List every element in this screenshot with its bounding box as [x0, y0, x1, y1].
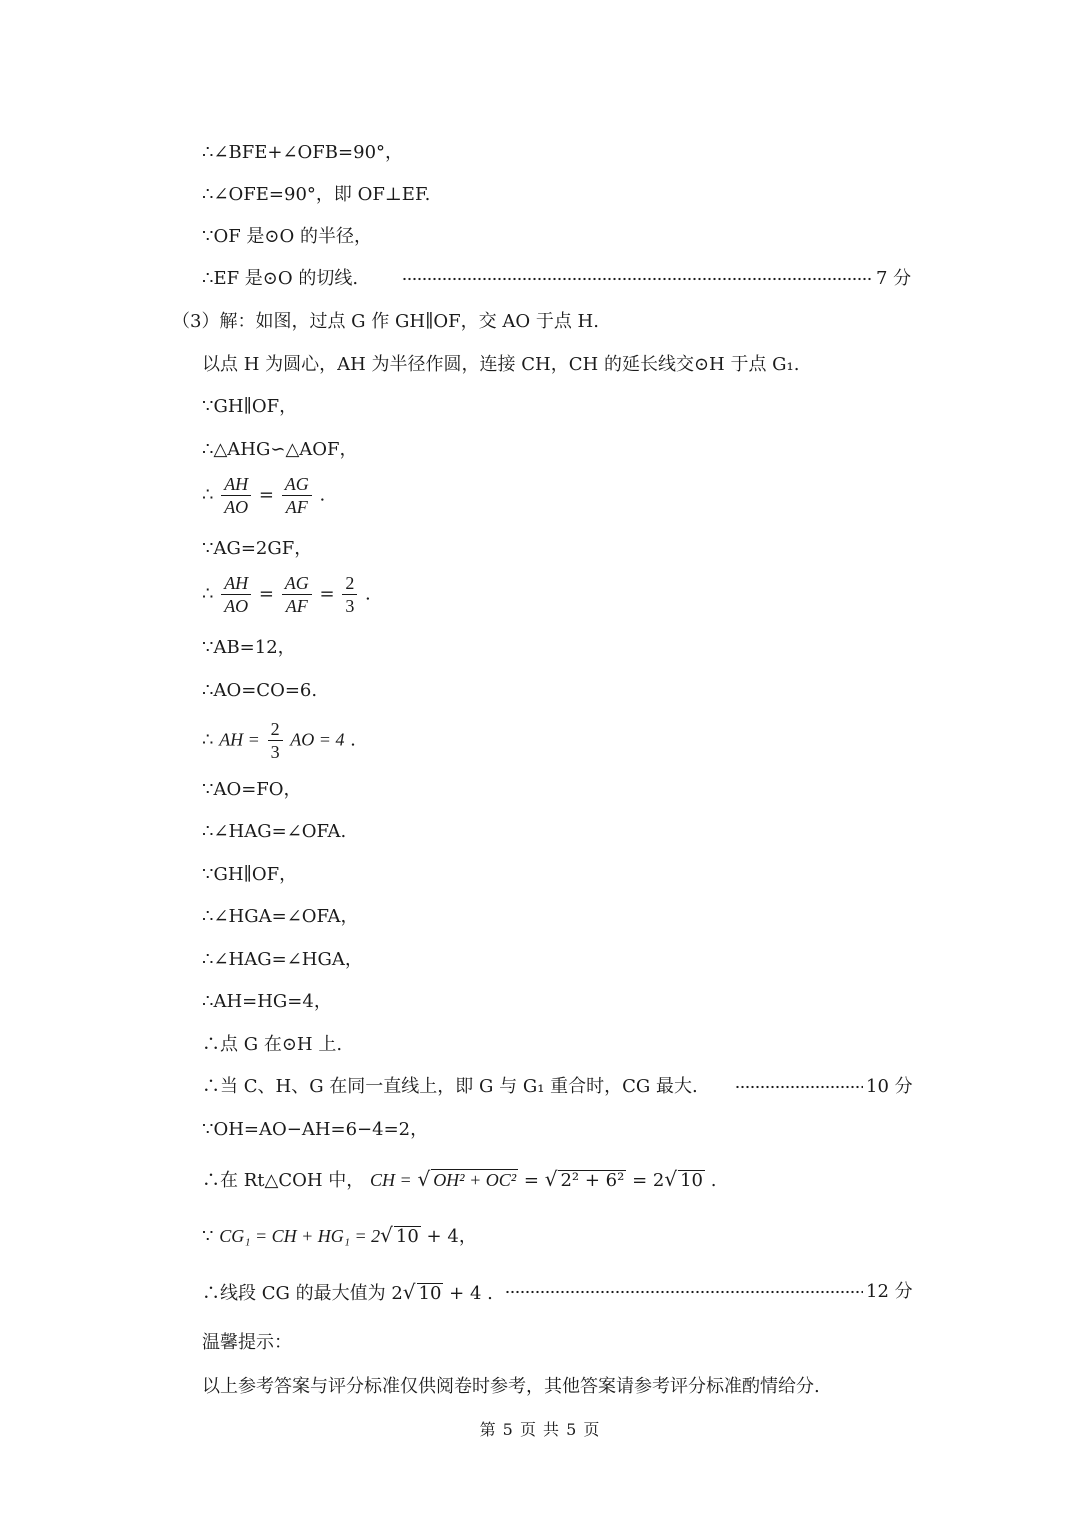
step-line: ∴∠BFE+∠OFB=90°，	[202, 142, 404, 163]
numerator: 2	[345, 573, 355, 593]
step-line: ∴∠OFE=90°，即 OF⊥EF.	[202, 184, 431, 205]
step-line: ∵OH=AO−AH=6−4=2，	[202, 1119, 429, 1140]
formula-lhs: CG₁ = CH + HG₁ = 2	[219, 1226, 381, 1246]
step-line: ∴△AHG∽△AOF，	[202, 439, 358, 460]
fraction	[282, 473, 312, 518]
period: .	[319, 484, 326, 506]
step-line: 以点 H 为圆心，AH 为半径作圆，连接 CH，CH 的延长线交⊙H 于点 G₁.	[202, 354, 800, 375]
fraction	[342, 572, 357, 617]
denominator: AF	[282, 594, 312, 617]
formula-cg1-length	[202, 1222, 477, 1250]
radicand: 10	[418, 1283, 442, 1304]
fraction	[268, 718, 283, 763]
radicand: 2² + 6²	[560, 1170, 625, 1191]
radicand: 10	[395, 1226, 419, 1247]
step-line: ∵GH∥OF，	[202, 396, 298, 417]
score-label: 7 分	[876, 268, 912, 289]
formula-rest: + 4	[426, 1226, 459, 1247]
part-3-heading: （3）解：如图，过点 G 作 GH∥OF，交 AO 于点 H.	[172, 311, 599, 332]
formula-lhs: AH =	[219, 729, 260, 750]
formula-prefix: ∴	[202, 583, 214, 605]
fraction	[221, 473, 251, 518]
fraction	[282, 572, 312, 617]
step-line: ∴点 G 在⊙H 上.	[202, 1034, 343, 1055]
step-line: ∴∠HAG=∠OFA.	[202, 821, 347, 842]
formula-rest: + 4	[449, 1283, 482, 1304]
radical-sign: √	[664, 1167, 678, 1191]
denominator: AO	[221, 594, 251, 617]
radical-sign: √	[380, 1223, 393, 1247]
period: .	[710, 1170, 717, 1191]
tip-title: 温馨提示：	[202, 1332, 292, 1353]
fraction	[221, 572, 251, 617]
radicand: OH² + OC²	[433, 1170, 517, 1190]
formula-prefix: ∴线段 CG 的最大值为 2	[202, 1283, 403, 1304]
equals-sign: = 2	[632, 1170, 665, 1191]
numerator: AG	[284, 573, 309, 593]
step-line: ∴AH=HG=4，	[202, 991, 332, 1012]
equals-sign: =	[258, 484, 275, 506]
comma: ，	[458, 1226, 477, 1247]
radical-sign: √	[402, 1280, 416, 1304]
formula-similar-ratio	[202, 473, 325, 518]
equals-sign: =	[258, 583, 275, 605]
numerator: AG	[284, 474, 309, 494]
step-line: ∵OF 是⊙O 的半径，	[202, 226, 372, 247]
formula-rhs: AO = 4	[290, 729, 345, 750]
formula-ah-value	[202, 718, 356, 763]
radical-sign: √	[544, 1167, 558, 1191]
formula-ch-length	[202, 1166, 716, 1194]
formula-prefix: ∴在 Rt△COH 中，	[202, 1170, 365, 1191]
step-line: ∵AG=2GF，	[202, 538, 313, 559]
step-line: ∴EF 是⊙O 的切线.	[202, 268, 359, 289]
period: .	[487, 1283, 493, 1304]
denominator: 3	[268, 740, 283, 763]
step-line: ∵GH∥OF，	[202, 864, 298, 885]
equals-sign: =	[319, 583, 335, 605]
numerator: AH	[224, 573, 249, 593]
step-line: ∵AB=12，	[202, 637, 296, 658]
denominator: AO	[221, 495, 251, 518]
radicand: 10	[680, 1170, 703, 1191]
step-line: ∴∠HAG=∠HGA，	[202, 949, 363, 970]
formula-prefix: ∵	[202, 1226, 214, 1247]
denominator: AF	[282, 495, 312, 518]
score-leader	[735, 1085, 863, 1089]
step-line: ∴∠HGA=∠OFA，	[202, 906, 359, 927]
score-leader	[505, 1290, 863, 1294]
page-footer: 第 5 页 共 5 页	[479, 1420, 601, 1439]
formula-prefix: ∴	[202, 484, 214, 506]
numerator: AH	[224, 474, 249, 494]
score-label: 10 分	[866, 1076, 913, 1097]
score-leader	[402, 277, 872, 281]
formula-ratio-value	[202, 572, 371, 617]
period: .	[365, 583, 371, 605]
denominator: 3	[342, 594, 357, 617]
step-line: ∵AO=FO，	[202, 779, 302, 800]
step-line: ∴AO=CO=6.	[202, 680, 318, 701]
equals-sign: =	[523, 1170, 539, 1191]
radical-sign: √	[417, 1167, 431, 1191]
period: .	[350, 729, 356, 751]
formula-max-value	[202, 1279, 493, 1307]
score-label: 12 分	[866, 1281, 913, 1302]
numerator: 2	[270, 719, 280, 739]
formula-lhs: CH =	[370, 1170, 412, 1190]
formula-prefix: ∴	[202, 729, 214, 751]
tip-text: 以上参考答案与评分标准仅供阅卷时参考，其他答案请参考评分标准酌情给分.	[202, 1376, 820, 1397]
step-line: ∴当 C、H、G 在同一直线上，即 G 与 G₁ 重合时，CG 最大.	[202, 1076, 698, 1097]
